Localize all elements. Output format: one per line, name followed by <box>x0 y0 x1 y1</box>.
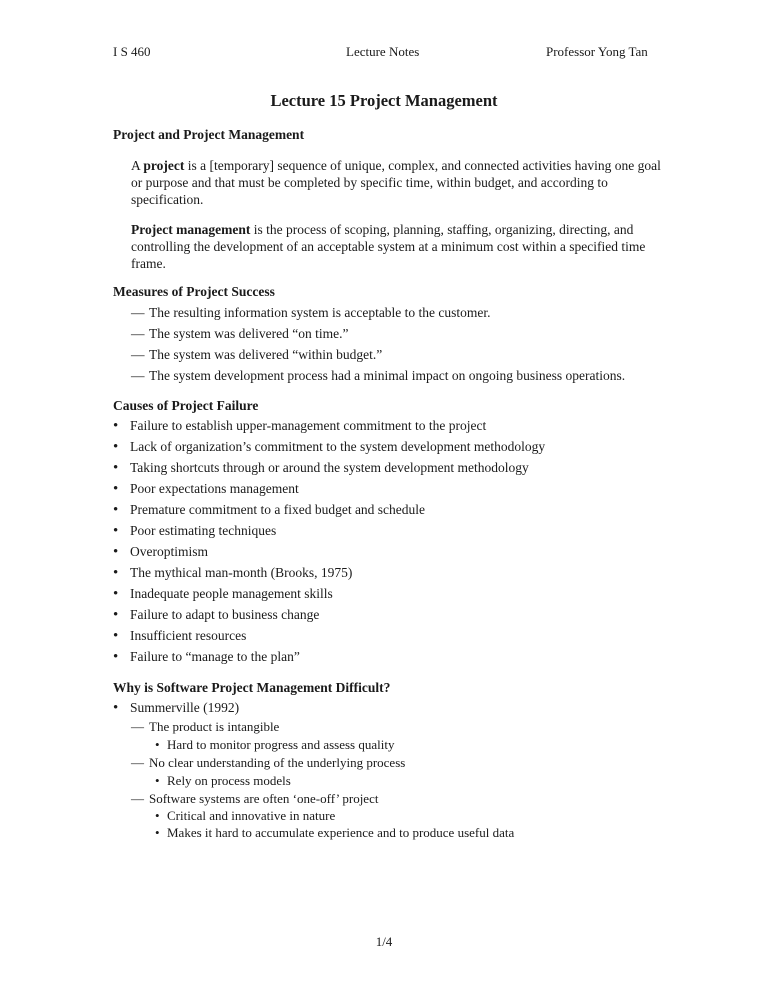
list-item: • Poor estimating techniques <box>113 523 277 539</box>
bullet-icon: • <box>113 700 119 716</box>
term-project: project <box>143 158 185 173</box>
list-item: — The system was delivered “within budget.” <box>131 347 383 362</box>
bullet-icon: • <box>113 565 119 581</box>
list-item: • Failure to “manage to the plan” <box>113 649 300 665</box>
list-item: • Insufficient resources <box>113 628 247 644</box>
list-item: • Critical and innovative in nature <box>155 808 336 823</box>
header-instructor: Professor Yong Tan <box>546 44 648 59</box>
dash-marker-icon: — <box>131 755 144 770</box>
bullet-icon: • <box>113 544 119 560</box>
section-heading-success: Measures of Project Success <box>113 284 275 299</box>
section-heading-difficulty: Why is Software Project Management Difficult? <box>113 680 391 695</box>
list-item: • Makes it hard to accumulate experience and to produce useful data <box>155 825 515 840</box>
bullet-icon: • <box>155 808 160 823</box>
bullet-icon: • <box>155 737 160 752</box>
list-item: • Taking shortcuts through or around the system development methodology <box>113 460 529 476</box>
bullet-icon: • <box>113 649 119 665</box>
paragraph-project-definition: A project is a [temporary] sequence of unique, complex, and connected activities having one goal or purpose and that must be completed by specific time, within budget, and according to specification. <box>131 158 661 207</box>
list-item: • Rely on process models <box>155 773 291 788</box>
paragraph-project-management-definition: Project management is the process of scoping, planning, staffing, organizing, directing, and controlling the development of an acceptable system at a minimum cost within a specified time frame. <box>131 222 646 271</box>
dash-marker-icon: — <box>131 368 145 383</box>
term-project-management: Project management <box>131 222 251 237</box>
bullet-icon: • <box>113 586 119 602</box>
bullet-icon: • <box>113 628 119 644</box>
list-item: • Lack of organization’s commitment to the system development methodology <box>113 439 546 455</box>
page-title: Lecture 15 Project Management <box>270 91 498 110</box>
list-item: • Poor expectations management <box>113 481 299 497</box>
dash-marker-icon: — <box>131 719 144 734</box>
bullet-icon: • <box>113 460 119 476</box>
list-item: • Hard to monitor progress and assess quality <box>155 737 395 752</box>
bullet-icon: • <box>113 418 119 434</box>
dash-marker-icon: — <box>131 305 145 320</box>
list-item: — The resulting information system is acceptable to the customer. <box>131 305 491 320</box>
list-item: • Summerville (1992) <box>113 700 240 716</box>
list-item: • The mythical man-month (Brooks, 1975) <box>113 565 353 581</box>
bullet-icon: • <box>113 502 119 518</box>
list-item: — The product is intangible <box>131 719 280 734</box>
bullet-icon: • <box>113 481 119 497</box>
dash-marker-icon: — <box>131 326 145 341</box>
dash-marker-icon: — <box>131 791 144 806</box>
list-item: — The system development process had a minimal impact on ongoing business operations. <box>131 368 626 383</box>
page-indicator: 1/4 <box>375 934 393 949</box>
list-item: • Inadequate people management skills <box>113 586 333 602</box>
list-item: • Failure to adapt to business change <box>113 607 320 623</box>
header-doc-type: Lecture Notes <box>346 44 420 59</box>
dash-marker-icon: — <box>131 347 145 362</box>
section-heading-failure: Causes of Project Failure <box>113 398 259 413</box>
bullet-icon: • <box>113 439 119 455</box>
bullet-icon: • <box>113 523 119 539</box>
section-heading-project: Project and Project Management <box>113 127 305 142</box>
list-item: • Premature commitment to a fixed budget and schedule <box>113 502 426 518</box>
header-course: I S 460 <box>113 44 151 59</box>
list-item: • Failure to establish upper-management commitment to the project <box>113 418 487 434</box>
bullet-icon: • <box>155 825 160 840</box>
list-item: — The system was delivered “on time.” <box>131 326 349 341</box>
bullet-icon: • <box>113 607 119 623</box>
list-item: • Overoptimism <box>113 544 208 560</box>
list-item: — Software systems are often ‘one-off’ project <box>131 791 379 806</box>
bullet-icon: • <box>155 773 160 788</box>
list-item: — No clear understanding of the underlying process <box>131 755 406 770</box>
